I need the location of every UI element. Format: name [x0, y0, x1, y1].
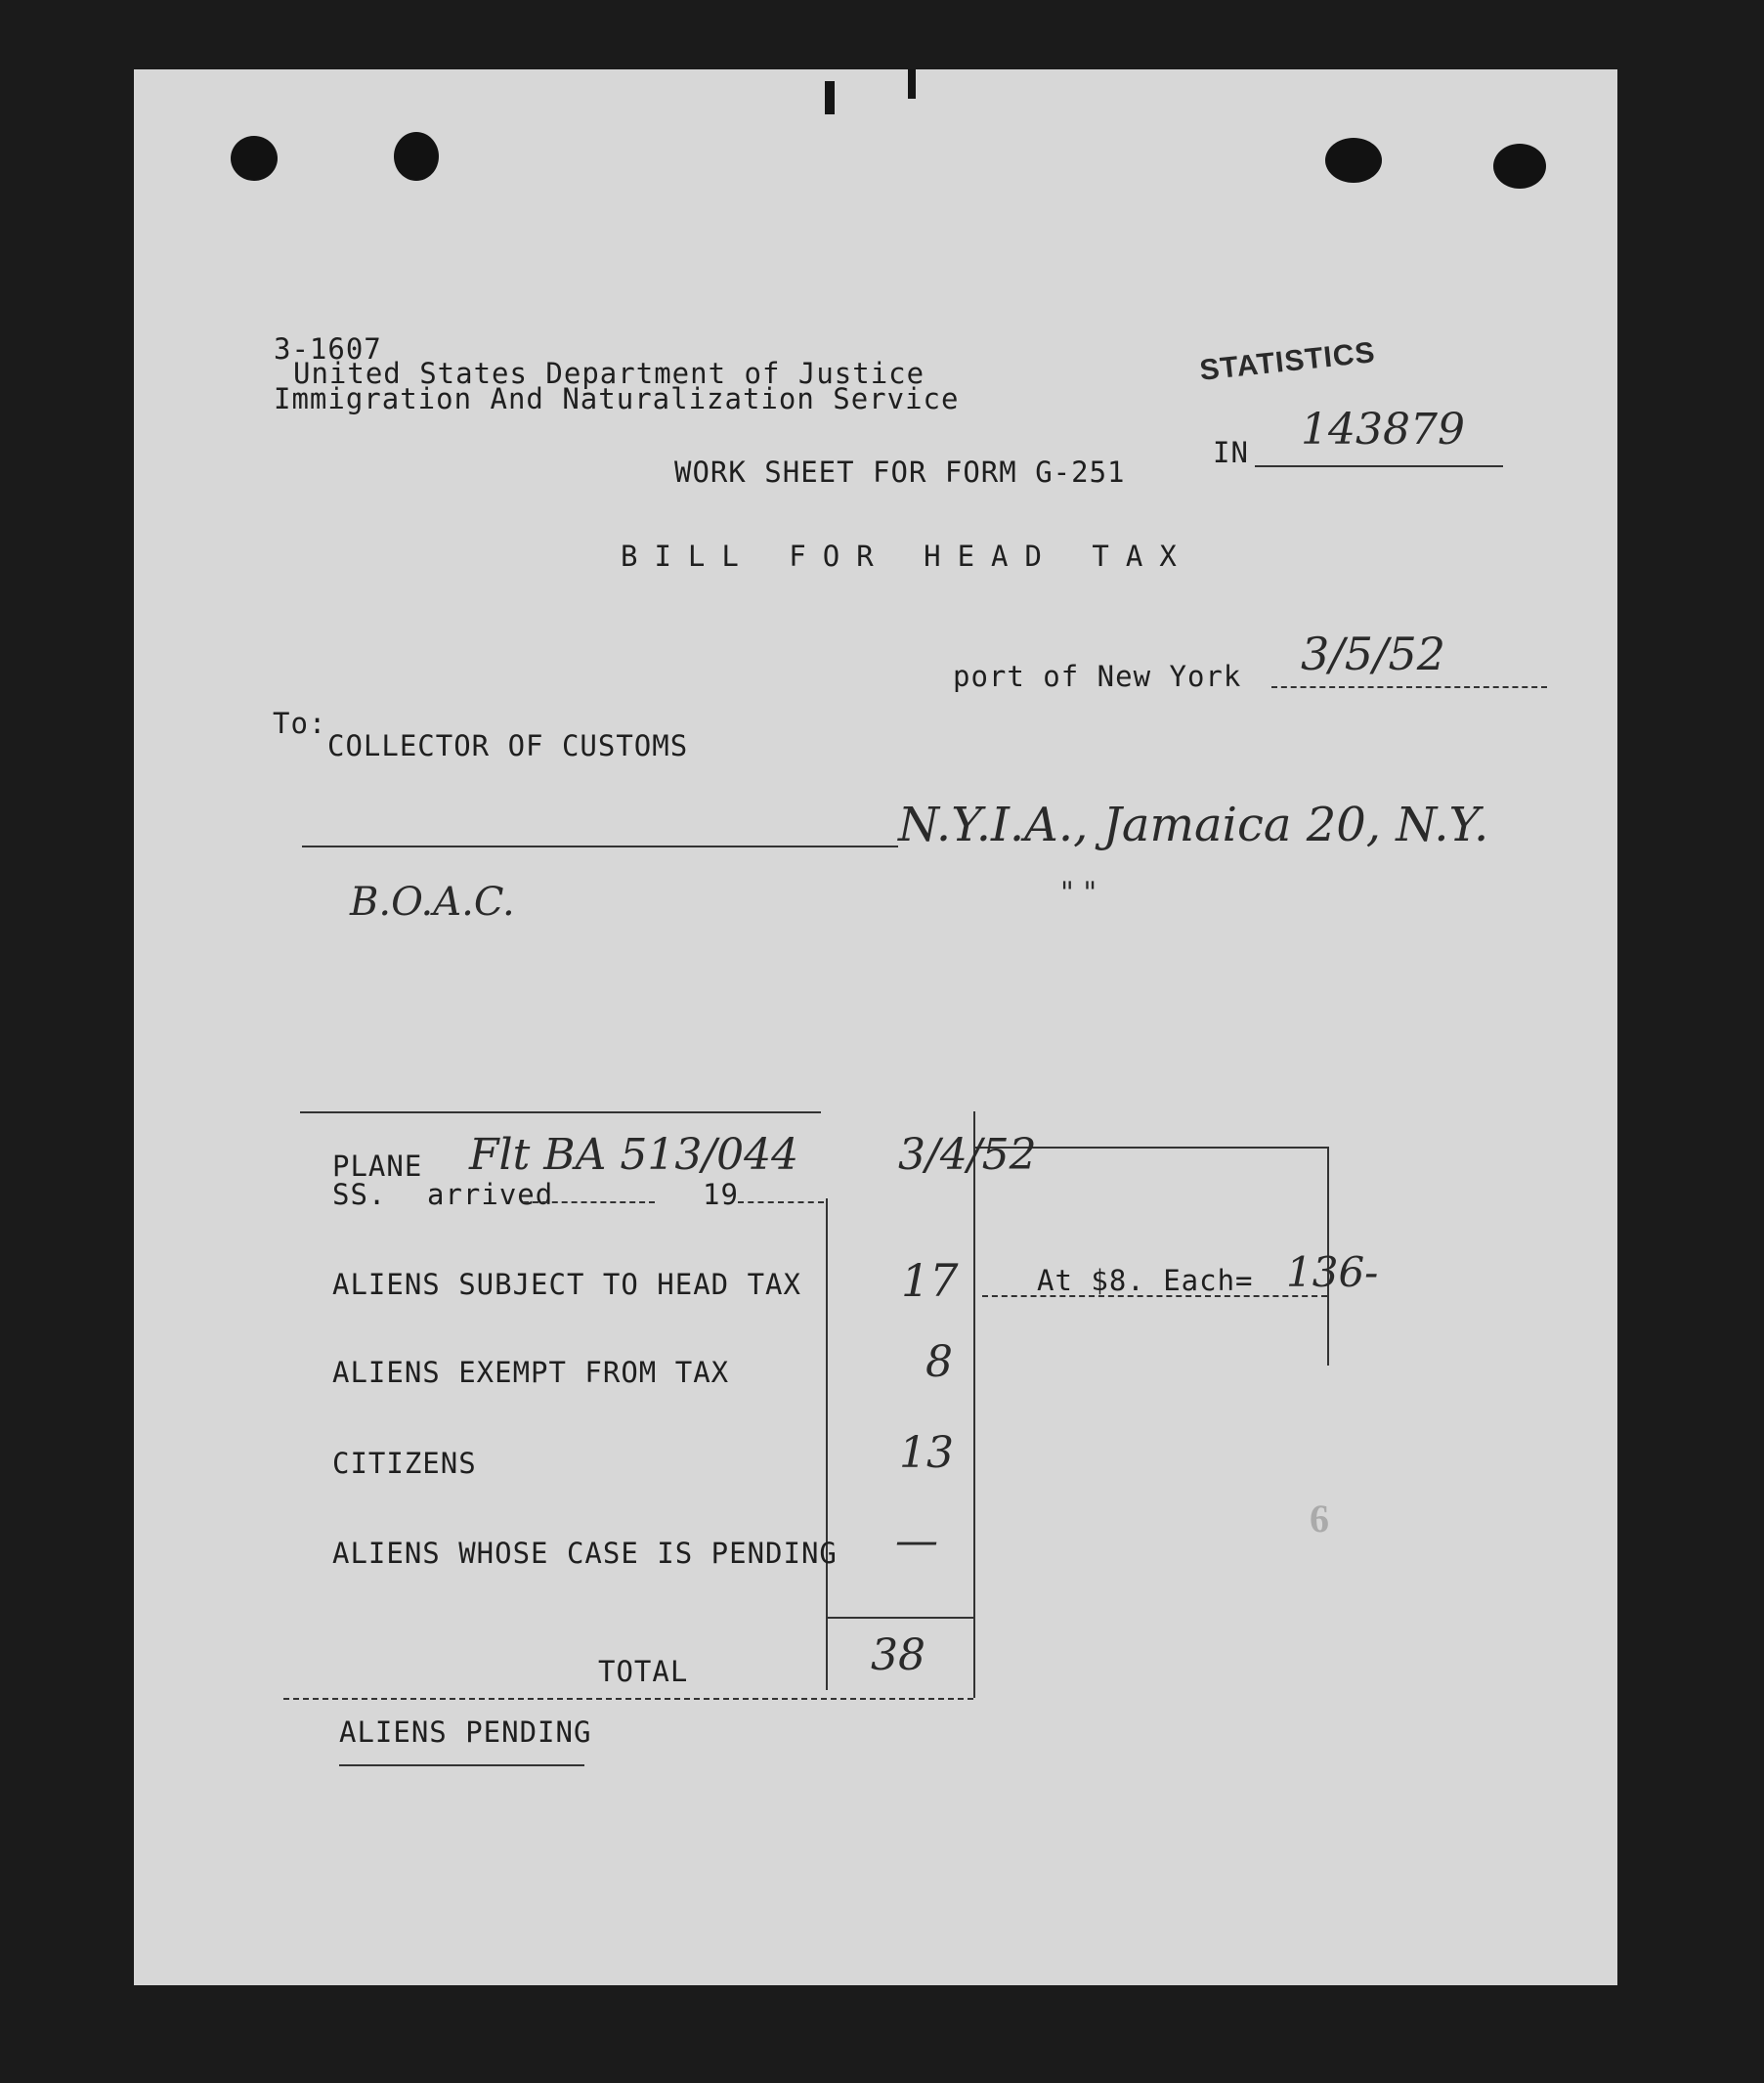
worksheet-title: WORK SHEET FOR FORM G-251: [674, 456, 1126, 489]
bill-title: BILL FOR HEAD TAX: [621, 540, 1193, 573]
row-value-pending: —: [895, 1516, 938, 1566]
total-label: TOTAL: [598, 1655, 689, 1688]
row-value-exempt: 8: [925, 1337, 953, 1387]
row-label-citizens: CITIZENS: [332, 1447, 477, 1480]
form-number: 3-1607: [274, 332, 382, 366]
in-number-underline: [1255, 465, 1503, 467]
rate-label: At $8. Each=: [1037, 1264, 1254, 1297]
row-value-subject: 17: [901, 1254, 959, 1307]
punch-hole-4: [1493, 144, 1546, 189]
in-label: IN: [1213, 436, 1249, 469]
binder-mark-left: [825, 81, 835, 114]
arrived-underline: [523, 1201, 655, 1203]
punch-hole-1: [231, 136, 278, 181]
aliens-pending-label: ALIENS PENDING: [339, 1715, 592, 1749]
table-bottom-line: [283, 1698, 973, 1700]
table-top-line: [300, 1111, 821, 1113]
total-value: 38: [871, 1630, 925, 1680]
punch-hole-2: [394, 132, 439, 181]
plane-value: Flt BA 513/044: [469, 1130, 799, 1180]
aliens-pending-underline: [339, 1764, 584, 1766]
department-name: United States Department of Justice: [293, 357, 925, 390]
year-underline: [738, 1201, 824, 1203]
port-label: port of New York: [953, 660, 1242, 693]
in-number: 143879: [1301, 405, 1465, 455]
total-top-line: [826, 1617, 973, 1619]
collector-name: COLLECTOR OF CUSTOMS: [327, 729, 689, 762]
year-prefix: 19: [703, 1178, 739, 1211]
row-label-subject: ALIENS SUBJECT TO HEAD TAX: [332, 1268, 801, 1301]
row-label-pending: ALIENS WHOSE CASE IS PENDING: [332, 1537, 838, 1570]
address-handwritten: N.Y.I.A., Jamaica 20, N.Y.: [898, 798, 1489, 852]
arrival-date: 3/4/52: [898, 1130, 1037, 1180]
port-date: 3/5/52: [1301, 628, 1446, 680]
to-label: To:: [273, 707, 327, 740]
ditto-marks: " ": [1060, 876, 1097, 910]
address-line: [302, 846, 898, 847]
page-mark: 6: [1310, 1497, 1329, 1541]
ss-label: SS.: [332, 1178, 387, 1211]
rate-underline: [982, 1295, 1327, 1297]
row-value-citizens: 13: [899, 1428, 954, 1478]
statistics-stamp: STATISTICS: [1198, 336, 1378, 387]
plane-label: PLANE: [332, 1150, 423, 1183]
binder-mark-right: [908, 69, 916, 99]
row-label-exempt: ALIENS EXEMPT FROM TAX: [332, 1356, 730, 1389]
carrier-handwritten: B.O.A.C.: [350, 880, 515, 925]
port-date-underline: [1271, 686, 1547, 688]
service-name: Immigration And Naturalization Service: [274, 382, 960, 415]
document-page: [134, 69, 1617, 1985]
arrived-label: arrived: [427, 1178, 554, 1211]
punch-hole-3: [1325, 138, 1382, 183]
rate-total: 136-: [1286, 1248, 1379, 1296]
value-column-right-line: [973, 1111, 975, 1698]
